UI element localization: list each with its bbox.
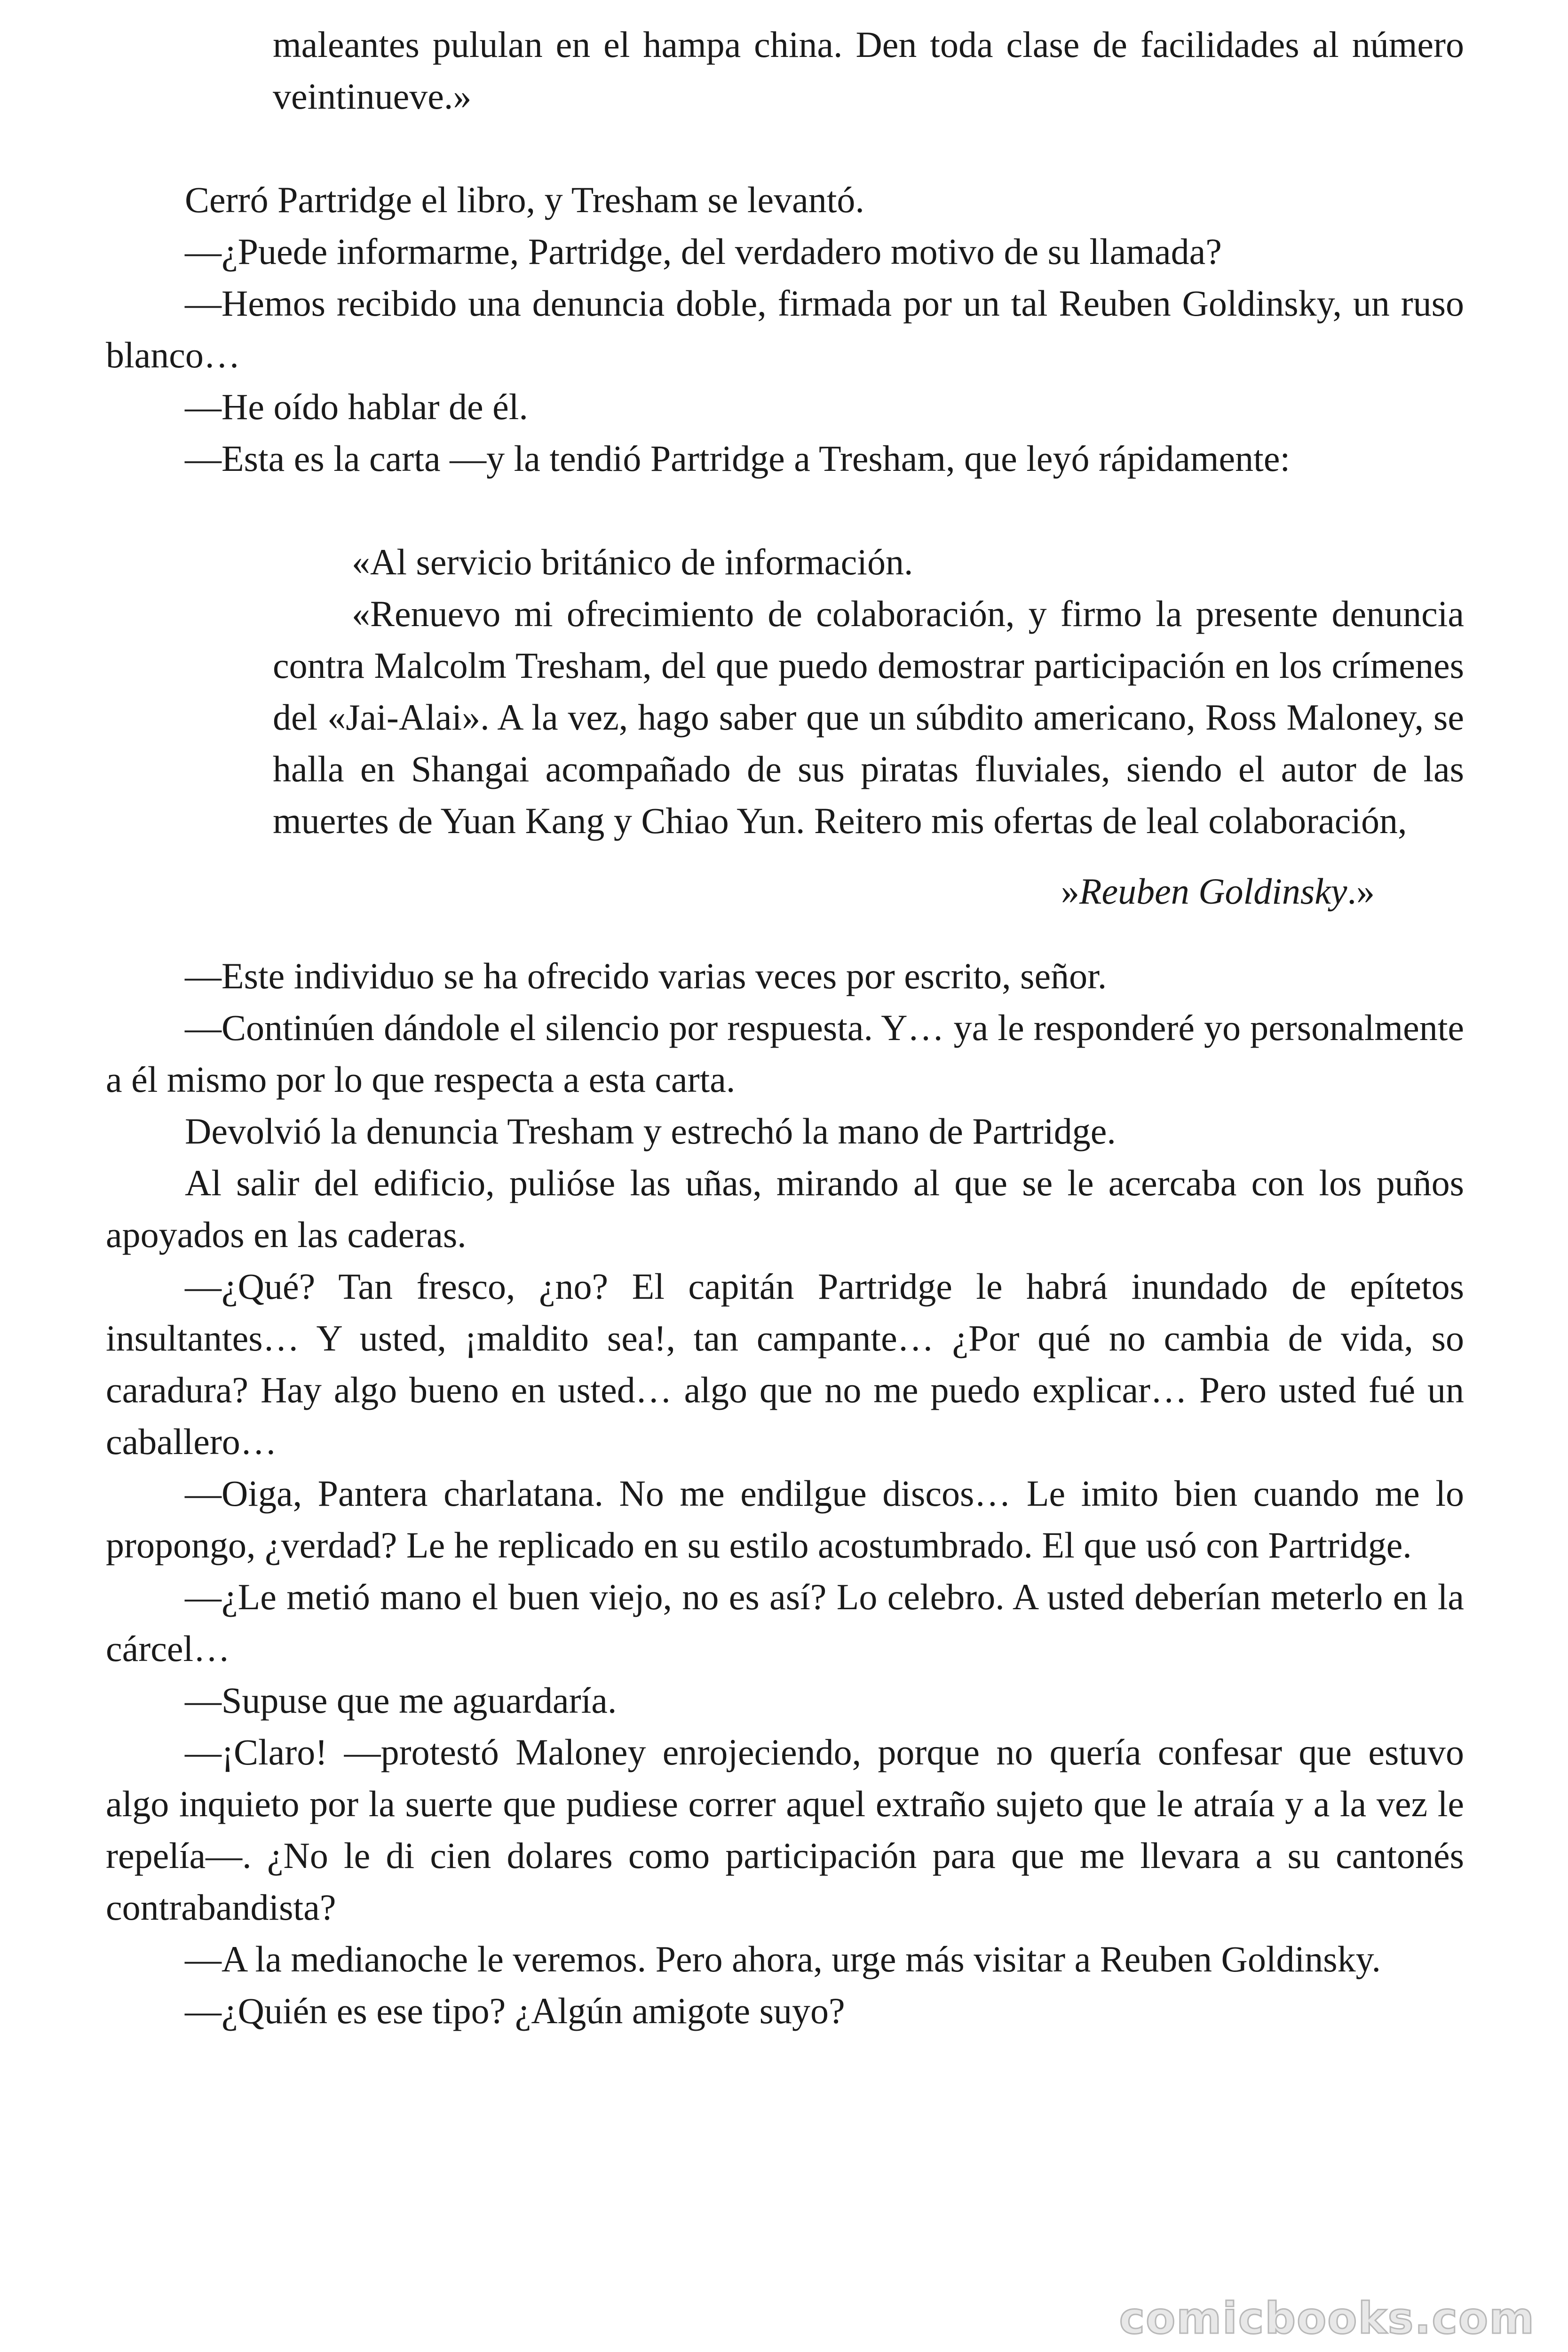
paragraph: Al salir del edificio, pulióse las uñas, mirando al que se le acercaba con los puños apoyados en las caderas.	[106, 1162, 1464, 1255]
watermark-logo: comicbooks.com	[1119, 2293, 1535, 2344]
paragraph: —Continúen dándole el silencio por respuesta. Y… ya le responderé yo personalmente a él mismo por lo que respecta a esta carta.	[106, 1007, 1464, 1100]
paragraph: —Hemos recibido una denuncia doble, firmada por un tal Reuben Goldinsky, un ruso blanco…	[106, 283, 1464, 375]
paragraph: —Supuse que me aguardaría.	[185, 1680, 617, 1721]
quote-continuation: maleantes pululan en el hampa china. Den toda clase de facilidades al número veintinueve.»	[273, 24, 1464, 117]
paragraph: —Esta es la carta —y la tendió Partridge a Tresham, que leyó rápidamente:	[185, 438, 1291, 479]
paragraph: —He oído hablar de él.	[185, 386, 528, 427]
paragraph: —¿Quién es ese tipo? ¿Algún amigote suyo?	[185, 1990, 845, 2031]
paragraph: Cerró Partridge el libro, y Tresham se levantó.	[185, 179, 864, 220]
letter-signature: »Reuben Goldinsky.»	[1061, 871, 1375, 912]
paragraph: —¿Puede informarme, Partridge, del verdadero motivo de su llamada?	[185, 231, 1222, 272]
paragraph: —¿Le metió mano el buen viejo, no es así? Lo celebro. A usted deberían meterlo en la cárcel…	[106, 1576, 1464, 1669]
paragraph: —¡Claro! —protestó Maloney enrojeciendo, porque no quería confesar que estuvo algo inquieto por la suerte que pudiese correr aquel extraño sujeto que le atraía y a la vez le repelía—. ¿No le di cien dolares como participación para que me llevara a su cantonés contrabandista?	[106, 1732, 1464, 1928]
paragraph: —Este individuo se ha ofrecido varias veces por escrito, señor.	[185, 955, 1107, 996]
paragraph: —¿Qué? Tan fresco, ¿no? El capitán Partridge le habrá inundado de epítetos insultantes… Y usted, ¡maldito sea!, tan campante… ¿Por qué no cambia de vida, so caradura? Hay algo bueno en usted… algo que no me puedo explicar… Pero usted fué un caballero…	[106, 1266, 1464, 1462]
signature-name: Reuben Goldinsky	[1079, 871, 1347, 912]
quoted-letter	[273, 536, 1464, 917]
paragraph: Devolvió la denuncia Tresham y estrechó la mano de Partridge.	[185, 1111, 1116, 1152]
body-text	[106, 19, 1464, 2037]
letter-salutation: «Al servicio británico de información.	[352, 541, 913, 582]
paragraph: —Oiga, Pantera charlatana. No me endilgue discos… Le imito bien cuando me lo propongo, ¿verdad? Le he replicado en su estilo acostumbrado. El que usó con Partridge.	[106, 1473, 1464, 1565]
paragraph: —A la medianoche le veremos. Pero ahora, urge más visitar a Reuben Goldinsky.	[185, 1939, 1381, 1979]
letter-body: «Renuevo mi ofrecimiento de colaboración, y firmo la presente denuncia contra Malcolm Tresham, del que puedo demostrar participación en los crímenes del «Jai-Alai». A la vez, hago saber que un súbdito americano, Ross Maloney, se halla en Shangai acompañado de sus piratas fluviales, siendo el autor de las muertes de Yuan Kang y Chiao Yun. Reitero mis ofertas de leal colaboración,	[273, 593, 1464, 841]
